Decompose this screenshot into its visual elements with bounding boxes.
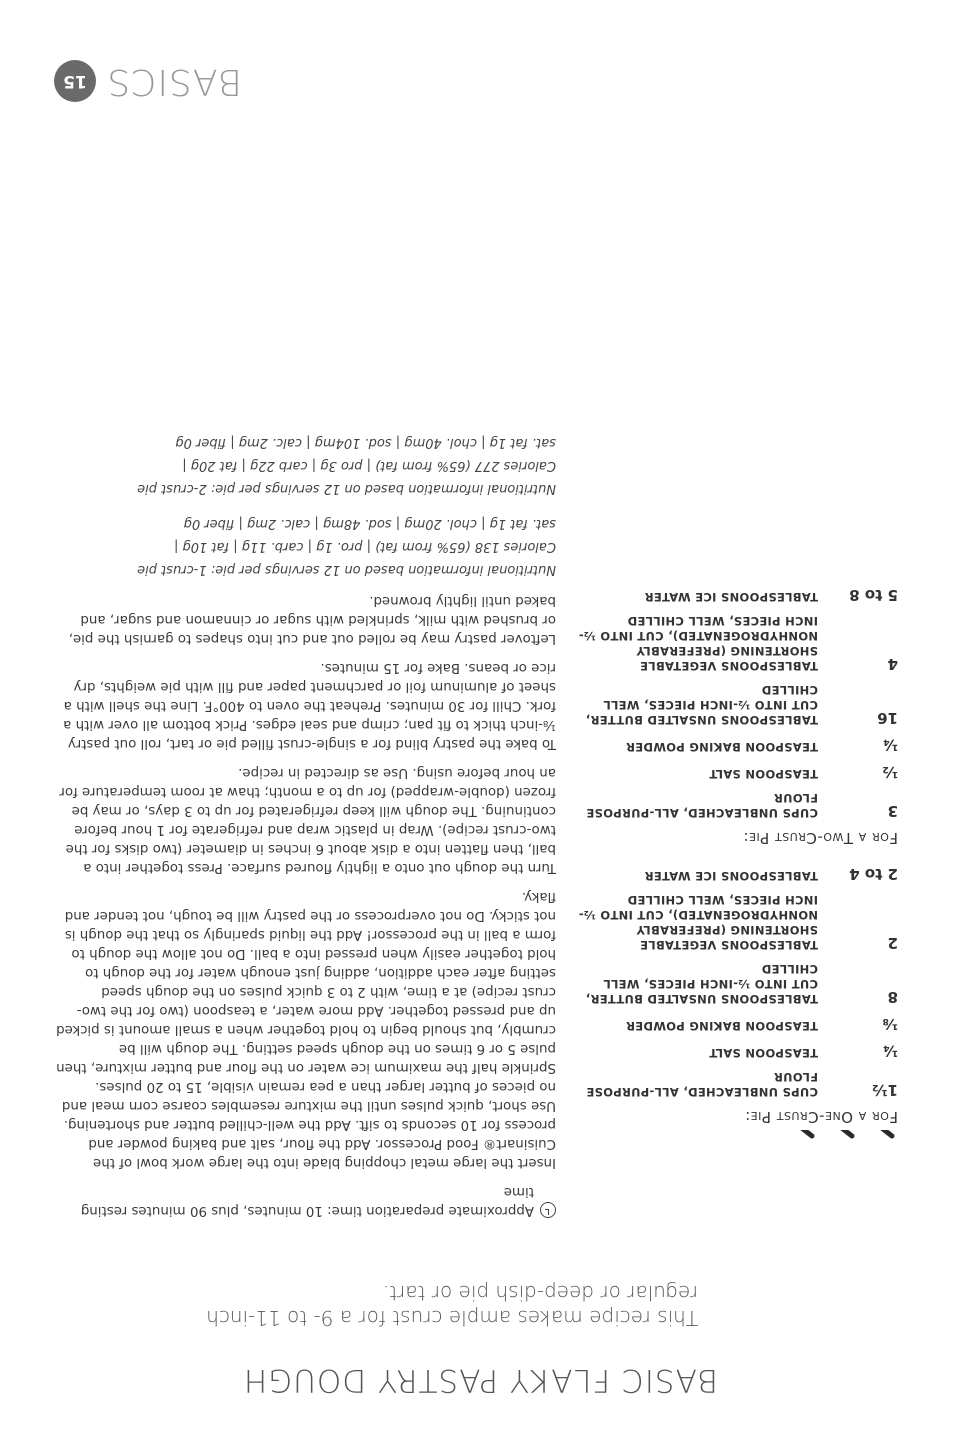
- ingredient-desc: TABLESPOONS ICE WATER: [644, 590, 818, 604]
- instructions-column: [56, 419, 556, 1220]
- nutrition-line: sat. fat 1g | chol. 40mg | sod. 104mg | calc. 2mg | fiber 0g: [175, 435, 556, 450]
- clock-icon: [540, 1202, 556, 1218]
- ingredient-desc: TABLESPOONS VEGETABLE SHORTENING (PREFERABLY NONHYDROGENATED), CUT INTO ½-INCH PIECES, WELL CHILLED: [578, 893, 818, 952]
- ingredient-item: [578, 682, 898, 727]
- ingredient-qty: 3: [887, 802, 898, 820]
- ingredient-qty: ¼: [882, 736, 898, 754]
- ingredient-item: [578, 892, 898, 952]
- nutrition-two-crust: [56, 431, 556, 500]
- instruction-step: Leftover pastry may be rolled out and cut into shapes to garnish the pie, or brushed with milk, sprinkled with sugar or cinnamon and sugar, and baked until lightly browned.: [68, 593, 556, 646]
- ingredient-qty: 16: [877, 709, 898, 727]
- instruction-step: Insert the large metal chopping blade into the large work bowl of the Cuisinart® Food Processor. Add the flour, salt and baking powder and process for 10 seconds to sift. Add the well-chilled butter and shortening. Use short, quick pulses until the mixture resembles coarse corn meal and no pieces of butter larger than a pea remain visible, 15 to 20 pulses. Sprinkle half the maximum ice water on the flour and butter mixture, then pulse 5 or 6 times on the dough speed setting. The dough will be crumbly, but should begin to hold together when a small amount is picked up and pressed together. Add more water, a teaspoon (two for the two-crust recipe) at a time, with 2 to 3 quick pulses on the dough speed setting after each addition, adding just enough water for the dough to hold together easily when pressed into a ball. Do not allow the dough to form a ball in the processor! Add the liquid sparingly so that the dough is not sticky. Do not overprocess or the pastry will be tough, not tender and flaky.: [56, 889, 556, 1170]
- page-number-badge: 15: [54, 60, 96, 102]
- ingredient-desc: TABLESPOONS ICE WATER: [644, 869, 818, 883]
- ingredient-item: [578, 1015, 898, 1033]
- ingredient-desc: CUPS UNBLEACHED, ALL-PURPOSE FLOUR: [586, 791, 818, 820]
- one-crust-heading: For a One-Crust Pie:: [744, 1108, 898, 1126]
- ingredient-qty: ⅛: [882, 1015, 898, 1033]
- ingredient-item: [578, 1042, 898, 1060]
- two-crust-heading: For a Two-Crust Pie:: [742, 829, 898, 847]
- prep-time: [56, 1182, 556, 1220]
- ingredient-qty: 2 to 4: [849, 865, 898, 883]
- nutrition-line: Nutritional information based on 12 servings per pie: 2-crust pie: [137, 481, 556, 496]
- ingredient-qty: 2: [887, 934, 898, 952]
- recipe-subtitle: This recipe makes ample crust for a 9- to 11-inch regular or deep-dish pie or tart.: [206, 1281, 698, 1330]
- ingredient-qty: ½: [882, 763, 898, 781]
- whisk-icon: [826, 1130, 898, 1143]
- ingredient-desc: TABLESPOONS UNSALTED BUTTER, CUT INTO ½-INCH PIECES, WELL CHILLED: [585, 962, 818, 1006]
- instruction-step: Turn the dough out onto a lightly floured surface. Press together into a ball, then flatten into a disk about 6 inches in diameter (two disks for the two-crust recipe). Wrap in plastic wrap and refrigerate for 1 hour before continuing. The dough will keep refrigerated for up to 3 days, or may be frozen (double-wrapped) for up to a month; thaw at room temperature for an hour before using. Use as directed in recipe.: [59, 765, 556, 875]
- section-label: BASICS: [106, 61, 242, 102]
- nutrition-line: Nutritional information based on 12 servings per pie: 1-crust pie: [137, 562, 556, 577]
- instruction-step: To bake the pastry blind for a single-crust filled pie or tart, roll out pastry ⅛-inch thick to fit pan; crimp and seal edges. Prick bottom all over with a fork. Chill for 30 minutes. Preheat the oven to 400°F. Line the shell with a sheet of aluminum foil or parchment paper and fill with pie weights, dry rice or beans. Bake for 15 minutes.: [63, 660, 556, 751]
- whisk-icon: [786, 1130, 858, 1143]
- ingredient-item: [578, 736, 898, 754]
- ingredient-qty: ¼: [882, 1042, 898, 1060]
- nutrition-line: sat. fat 1g | chol. 20mg | sod. 48mg | calc. 2mg | fiber 0g: [183, 516, 556, 531]
- nutrition-line: Calories 277 (65% from fat) | pro 3g | carb 22g | fat 20g |: [182, 458, 556, 473]
- page-footer: [42, 52, 242, 112]
- ingredient-item: [578, 763, 898, 781]
- ingredient-item: [578, 613, 898, 673]
- ingredient-desc: TEASPOON SALT: [709, 1046, 818, 1060]
- prep-time-text: Approximate preparation time: 10 minutes, plus 90 minutes resting time: [80, 1184, 534, 1218]
- ingredient-desc: TABLESPOONS VEGETABLE SHORTENING (PREFERABLY NONHYDROGENATED), CUT INTO ½-INCH PIECES, WELL CHILLED: [578, 614, 818, 673]
- whisk-icon: [764, 1130, 818, 1143]
- ingredient-desc: TEASPOON BAKING POWDER: [625, 740, 818, 754]
- ingredient-desc: TEASPOON BAKING POWDER: [625, 1019, 818, 1033]
- ingredient-desc: TABLESPOONS UNSALTED BUTTER, CUT INTO ½-INCH PIECES, WELL CHILLED: [585, 683, 818, 727]
- whisk-icon: [764, 1130, 904, 1220]
- ingredient-qty: 5 to 8: [849, 586, 898, 604]
- ingredient-qty: 8: [887, 988, 898, 1006]
- ingredients-list: [578, 577, 898, 1126]
- nutrition-one-crust: [56, 512, 556, 581]
- ingredient-item: [578, 586, 898, 604]
- page-title: BASIC FLAKY PASTRY DOUGH: [242, 1362, 718, 1398]
- ingredient-item: [578, 865, 898, 883]
- nutrition-line: Calories 138 (65% from fat) | pro. 1g | carb. 11g | fat 10g |: [173, 539, 556, 554]
- ingredient-qty: 1½: [872, 1081, 898, 1099]
- ingredient-item: [578, 790, 898, 820]
- ingredient-desc: TEASPOON SALT: [709, 767, 818, 781]
- ingredient-qty: 4: [887, 655, 898, 673]
- ingredient-item: [578, 961, 898, 1006]
- ingredient-desc: CUPS UNBLEACHED, ALL-PURPOSE FLOUR: [586, 1070, 818, 1099]
- ingredient-item: [578, 1069, 898, 1099]
